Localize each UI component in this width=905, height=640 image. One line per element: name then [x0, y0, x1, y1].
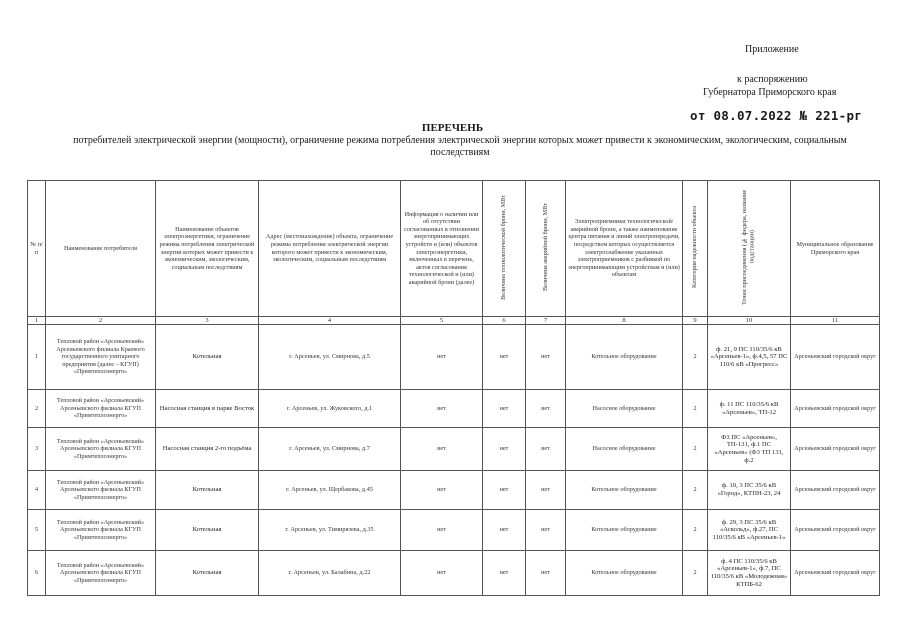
column-number: 3 — [156, 317, 259, 325]
column-number: 6 — [483, 317, 526, 325]
column-number: 7 — [526, 317, 566, 325]
consumer-cell: Тепловой район «Арсеньевский» Арсеньевского филиала КГУП «Примтеплоэнерго» — [46, 510, 156, 551]
emergency-reserve-cell: нет — [526, 325, 566, 390]
connection-points-cell: ф. 29, 3 ПС 35/6 кВ «Аскольд», ф.27, ПС 110/35/6 кВ «Арсеньев-1» — [708, 510, 791, 551]
column-number: 8 — [566, 317, 683, 325]
consumer-cell: Тепловой район «Арсеньевский» Арсеньевского филиала КГУП «Примтеплоэнерго» — [46, 390, 156, 428]
header-address: Адрес (местонахождение) объекта, ограничение режима потребления электрической энергии которого может привести к экономическим, экологическим, социальным последствиям — [259, 181, 401, 317]
connection-points-cell: ф. 10, 3 ПС 35/6 кВ «Город», КТПН-23, 24 — [708, 471, 791, 510]
connection-points-cell: ф. 4 ПС 110/35/6 кВ «Арсеньев-1», ф.7, ПС 110/35/6 кВ «Молодежная» КТПБ-62 — [708, 551, 791, 596]
object-cell: Котельная — [156, 551, 259, 596]
header-number: № п/п — [28, 181, 46, 317]
column-number: 2 — [46, 317, 156, 325]
header-object: Наименование объектов электроэнергетики, ограничение режима потребления электрической энергии которых может привести к экономическим, экологическим, социальным последствиям — [156, 181, 259, 317]
receivers-cell: Котельное оборудование — [566, 325, 683, 390]
category-cell: 2 — [683, 428, 708, 471]
table-row — [28, 325, 880, 390]
table-row — [28, 510, 880, 551]
consumer-cell: Тепловой район «Арсеньевский» Арсеньевского филиала КГУП «Примтеплоэнерго» — [46, 471, 156, 510]
municipality-cell: Арсеньевский городской округ — [791, 325, 880, 390]
header-points-text: Точки присоединения (№ фидера, название подстанции) — [741, 189, 756, 305]
governor-label: Губернатора Приморского края — [703, 87, 837, 98]
document-title: ПЕРЕЧЕНЬ — [421, 122, 484, 134]
acts-cell: нет — [401, 471, 483, 510]
object-cell: Насосная станция 2-го подъёма — [156, 428, 259, 471]
table-row — [28, 551, 880, 596]
emergency-reserve-cell: нет — [526, 390, 566, 428]
municipality-cell: Арсеньевский городской округ — [791, 471, 880, 510]
address-cell: г. Арсеньев, ул. Тимирязева, д.35 — [259, 510, 401, 551]
tech-reserve-cell: нет — [483, 428, 526, 471]
column-number: 11 — [791, 317, 880, 325]
header-emergency-reserve — [526, 181, 566, 317]
acts-cell: нет — [401, 551, 483, 596]
category-cell: 2 — [683, 325, 708, 390]
consumer-cell: Тепловой район «Арсеньевский» Арсеньевского филиала Краевого государственного унитарного предприятия (далее – КГУП) «Примтеплоэнерго» — [46, 325, 156, 390]
emergency-reserve-cell: нет — [526, 551, 566, 596]
order-date-number: от 08.07.2022 № 221-рг — [690, 108, 863, 123]
address-cell: г. Арсеньев, ул. Жуковского, д.1 — [259, 390, 401, 428]
category-cell: 2 — [683, 510, 708, 551]
object-cell: Котельная — [156, 471, 259, 510]
category-cell: 2 — [683, 390, 708, 428]
table-header-row — [28, 181, 880, 317]
tech-reserve-cell: нет — [483, 510, 526, 551]
table-row — [28, 390, 880, 428]
row-number: 4 — [28, 471, 46, 510]
header-tech-reserve-text: Величина технологической брони, МВт — [500, 194, 508, 300]
municipality-cell: Арсеньевский городской округ — [791, 510, 880, 551]
connection-points-cell: ф. 21, 9 ПС 110/35/6 кВ «Арсеньев-1», ф.4,5, 57 ПС 110/6 кВ «Прогресс» — [708, 325, 791, 390]
municipality-cell: Арсеньевский городской округ — [791, 551, 880, 596]
municipality-cell: Арсеньевский городской округ — [791, 390, 880, 428]
address-cell: г. Арсеньев, ул. Балабина, д.22 — [259, 551, 401, 596]
address-cell: г. Арсеньев, ул. Смирнова, д.5 — [259, 325, 401, 390]
row-number: 3 — [28, 428, 46, 471]
header-municipality: Муниципальное образование Приморского края — [791, 181, 880, 317]
emergency-reserve-cell: нет — [526, 510, 566, 551]
receivers-cell: Насосное оборудование — [566, 390, 683, 428]
column-number: 10 — [708, 317, 791, 325]
header-category — [683, 181, 708, 317]
header-consumer: Наименование потребителя — [46, 181, 156, 317]
header-emergency-reserve-text: Величина аварийной брони, МВт — [541, 203, 549, 292]
table-row — [28, 471, 880, 510]
object-cell: Котельная — [156, 325, 259, 390]
header-receivers: Электроприемники технологической/ аварийной брони, а также наименование центра питания и линий электропередачи, посредством которых осуществляется электроснабжение указанных электроприемников с разбивкой по энергопринимающим устройствам и (или) объектам — [566, 181, 683, 317]
appendix-label: Приложение — [745, 44, 799, 55]
tech-reserve-cell: нет — [483, 325, 526, 390]
header-points — [708, 181, 791, 317]
receivers-cell: Котельное оборудование — [566, 471, 683, 510]
table-row — [28, 428, 880, 471]
object-cell: Котельная — [156, 510, 259, 551]
emergency-reserve-cell: нет — [526, 428, 566, 471]
column-number-row — [28, 317, 880, 325]
tech-reserve-cell: нет — [483, 551, 526, 596]
to-order-label: к распоряжению — [737, 74, 808, 85]
consumer-cell: Тепловой район «Арсеньевский» Арсеньевского филиала КГУП «Примтеплоэнерго» — [46, 428, 156, 471]
connection-points-cell: Ф3 ПС «Арсеньев», ТП-131, ф.1 ПС «Арсеньев» (Ф3 ТП 131, ф.2 — [708, 428, 791, 471]
acts-cell: нет — [401, 510, 483, 551]
acts-cell: нет — [401, 390, 483, 428]
header-acts: Информация о наличии или об отсутствии согласованных в отношении энергопринимающих устройств и (или) объектов электроэнергетики, включенных в перечень, актов согласования технологической и (или) аварийной брони (далее) — [401, 181, 483, 317]
address-cell: г. Арсеньев, ул. Щербакова, д.45 — [259, 471, 401, 510]
column-number: 1 — [28, 317, 46, 325]
tech-reserve-cell: нет — [483, 390, 526, 428]
receivers-cell: Котельное оборудование — [566, 551, 683, 596]
header-tech-reserve — [483, 181, 526, 317]
column-number: 4 — [259, 317, 401, 325]
column-number: 5 — [401, 317, 483, 325]
header-category-text: Категория надежности объекта — [691, 206, 699, 289]
acts-cell: нет — [401, 428, 483, 471]
object-cell: Насосная станция в парке Восток — [156, 390, 259, 428]
municipality-cell: Арсеньевский городской округ — [791, 428, 880, 471]
row-number: 5 — [28, 510, 46, 551]
row-number: 2 — [28, 390, 46, 428]
receivers-cell: Насосное оборудование — [566, 428, 683, 471]
document-subtitle: потребителей электрической энергии (мощности), ограничение режима потребления электрической энергии которых может привести к экономическим, экологическим, социальным последствиям — [73, 135, 847, 158]
column-number: 9 — [683, 317, 708, 325]
emergency-reserve-cell: нет — [526, 471, 566, 510]
acts-cell: нет — [401, 325, 483, 390]
row-number: 1 — [28, 325, 46, 390]
address-cell: г. Арсеньев, ул. Смирнова, д.7 — [259, 428, 401, 471]
consumers-table — [27, 180, 880, 596]
category-cell: 2 — [683, 551, 708, 596]
connection-points-cell: ф. 11 ПС 110/35/6 кВ «Арсеньев», ТП-12 — [708, 390, 791, 428]
row-number: 6 — [28, 551, 46, 596]
tech-reserve-cell: нет — [483, 471, 526, 510]
consumer-cell: Тепловой район «Арсеньевский» Арсеньевского филиала КГУП «Примтеплоэнерго» — [46, 551, 156, 596]
category-cell: 2 — [683, 471, 708, 510]
receivers-cell: Котельное оборудование — [566, 510, 683, 551]
